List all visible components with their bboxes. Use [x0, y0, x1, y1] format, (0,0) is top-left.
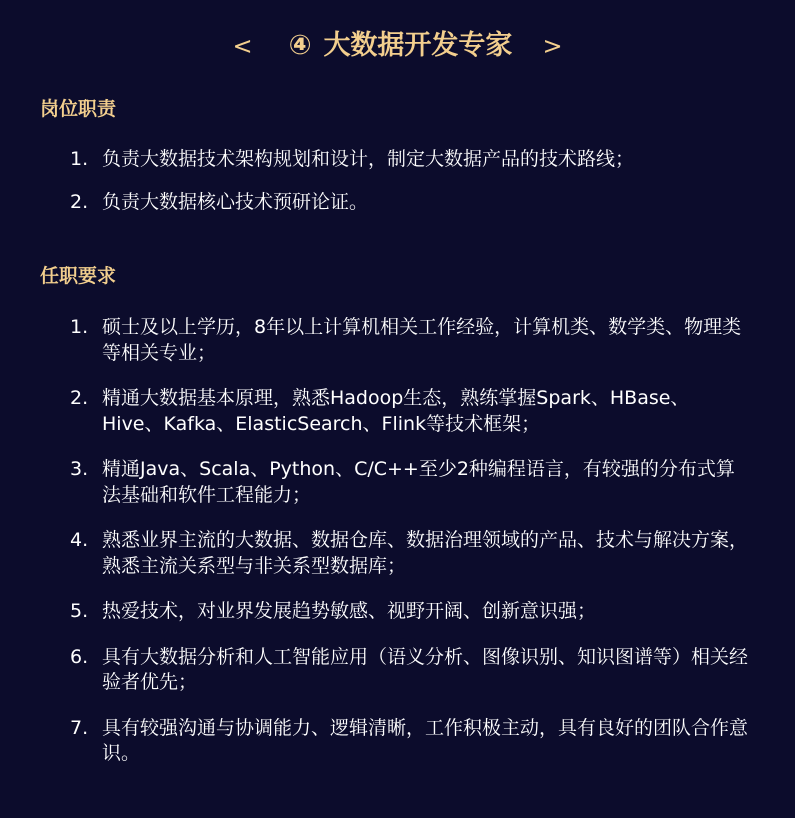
list-item-index: 7. [70, 716, 89, 739]
list-item-text: 熟悉业界主流的大数据、数据仓库、数据治理领域的产品、技术与解决方案，熟悉主流关系型与非关系型数据库； [102, 529, 749, 577]
list-item [70, 716, 750, 767]
list-item-index: 1. [70, 148, 89, 170]
list-item [70, 645, 750, 696]
list-item-text: 热爱技术，对业界发展趋势敏感、视野开阔、创新意识强； [102, 600, 597, 622]
list-item-index: 2. [70, 387, 89, 409]
position-number: ④ [288, 30, 312, 61]
list-item [70, 315, 750, 366]
list-item-text: 负责大数据核心技术预研论证。 [102, 190, 369, 213]
list-item [70, 147, 750, 173]
list-item-text: 负责大数据技术架构规划和设计，制定大数据产品的技术路线； [102, 148, 635, 170]
job-title-header [0, 26, 795, 66]
list-item-index: 1. [70, 316, 89, 338]
responsibilities-heading: 岗位职责 [40, 98, 117, 120]
list-item-text: 精通Java、Scala、Python、C/C++至少2种编程语言，有较强的分布式算法基础和软件工程能力； [102, 458, 735, 506]
list-item [70, 190, 750, 216]
chevron-right-icon: > [542, 32, 563, 60]
list-item-text: 具有较强沟通与协调能力、逻辑清晰，工作积极主动，具有良好的团队合作意识。 [102, 716, 749, 764]
list-item-text: 具有大数据分析和人工智能应用（语义分析、图像识别、知识图谱等）相关经验者优先； [102, 645, 749, 693]
list-item [70, 457, 750, 508]
list-item-index: 4. [70, 529, 89, 551]
list-item-index: 2. [70, 190, 89, 213]
list-item [70, 386, 750, 437]
list-item [70, 528, 750, 579]
list-item-index: 5. [70, 600, 89, 622]
job-title: 大数据开发专家 [323, 30, 513, 61]
list-item-text: 硕士及以上学历，8年以上计算机相关工作经验，计算机类、数学类、物理类等相关专业； [102, 316, 742, 364]
list-item [70, 599, 750, 625]
list-item-index: 3. [70, 458, 89, 480]
chevron-left-icon: < [232, 32, 253, 60]
requirements-heading: 任职要求 [40, 265, 117, 287]
list-item-text: 精通大数据基本原理，熟悉Hadoop生态，熟练掌握Spark、HBase、Hive、Kafka、ElasticSearch、Flink等技术框架； [102, 387, 690, 435]
requirements-list [70, 315, 750, 767]
list-item-index: 6. [70, 645, 89, 668]
responsibilities-list [70, 147, 750, 215]
